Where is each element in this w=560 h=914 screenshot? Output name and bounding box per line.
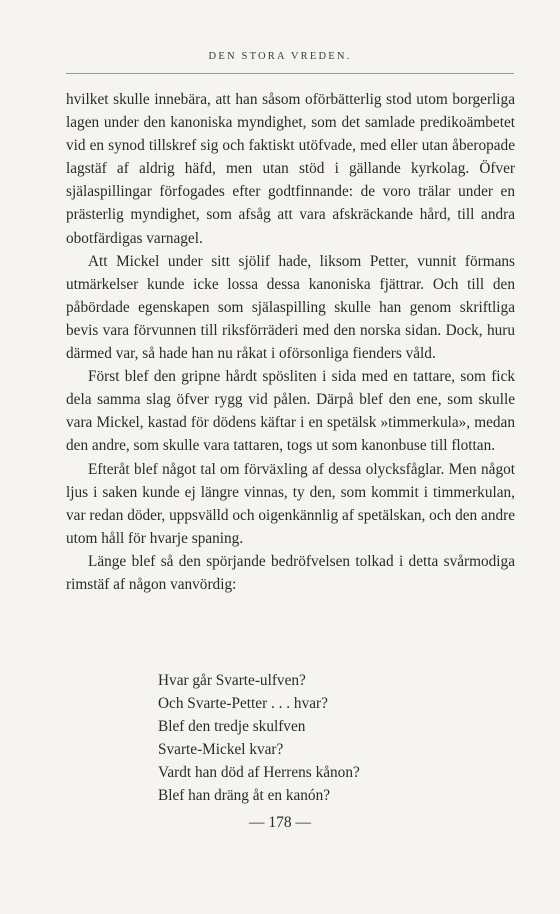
- paragraph: hvilket skulle innebära, att han såsom oförbätterlig stod utom borgerliga lagen under den kanoniska myndighet, som det samlade predikoämbetet vid en synod tillskref sig och faktiskt utöfvade, med eller utan åberopade lagstäf af aldrig häfd, men utan stöd i gällande kyrkolag. Öfver själaspillingar förfogades efter godtfinnande: de voro trälar under en prästerlig myndighet, som afsåg att vara afskräckande hård, till andra obotfärdigas varnagel.: [66, 91, 515, 247]
- paragraph: Länge blef så den spörjande bedröfvelsen tolkad i detta svårmodiga rimstäf af någon vanvördig:: [66, 552, 515, 593]
- page-number: — 178 —: [249, 814, 311, 831]
- header-rule: [66, 73, 514, 74]
- verse-line: Svarte-Mickel kvar?: [158, 741, 284, 759]
- verse-line: Hvar går Svarte-ulfven?: [158, 672, 306, 689]
- paragraph: Efteråt blef något tal om förväxling af dessa olycksfåglar. Men något ljus i saken kunde ej längre vinnas, ty den, som kommit i timmerkulan, var redan döder, uppsvälld och oigenkännlig af spetälskan, och den andre utom håll för hvarje spaning.: [66, 460, 515, 547]
- verse-line: Vardt han död af Herrens kånon?: [158, 764, 360, 782]
- verse-stanza: [158, 669, 360, 808]
- body-text: [66, 88, 515, 596]
- running-head: DEN STORA VREDEN.: [208, 51, 352, 62]
- verse-line: Blef den tredje skulfven: [158, 718, 306, 736]
- verse-line: Blef han dräng åt en kanón?: [158, 787, 331, 805]
- paragraph: Först blef den gripne hårdt spösliten i sida med en tattare, som fick dela samma slag öfver rygg vid pålen. Därpå blef den ene, som skulle vara Mickel, kastad för dödens käftar i en spetälsk »timmerkula», medan den andre, som skulle vara tattaren, togs ut som kanonbuse till flottan.: [66, 368, 515, 455]
- paragraph: Att Mickel under sitt sjölif hade, liksom Petter, vunnit förmans utmärkelser kunde icke lossa dessa kanoniska fjättrar. Och till den påbördade egenskapen som själaspilling skulle han genom skriftliga bevis vara förvunnen till riksförräderi med den norska sidan. Dock, huru därmed var, så hade han nu råkat i oförsonliga fienders våld.: [66, 252, 515, 363]
- verse-line: Och Svarte-Petter . . . hvar?: [158, 695, 328, 713]
